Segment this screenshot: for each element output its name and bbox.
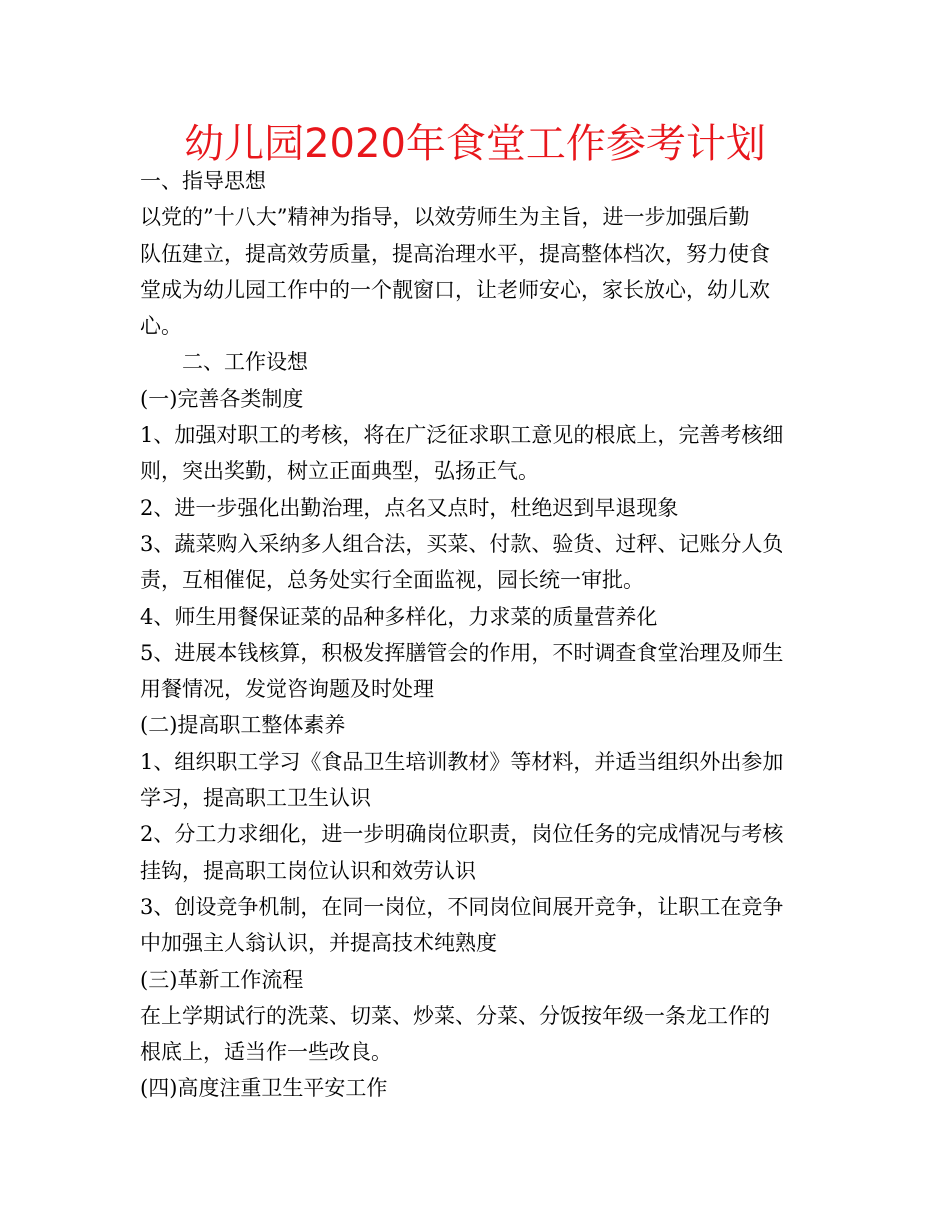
paragraph-line: 以党的”十八大”精神为指导，以效劳师生为主旨，进一步加强后勤 [140,205,750,230]
paragraph-line: 用餐情况，发觉咨询题及时处理 [140,677,434,702]
paragraph-line: 则，突出奖勤，树立正面典型，弘扬正气。 [140,459,539,484]
subsection-heading: (四)高度注重卫生平安工作 [140,1076,388,1101]
paragraph-line: 5、进展本钱核算，积极发挥膳管会的作用，不时调查食堂治理及师生 [140,640,784,665]
paragraph-line: 在上学期试行的洗菜、切菜、炒菜、分菜、分饭按年级一条龙工作的 [140,1003,770,1028]
paragraph-line: 2、进一步强化出勤治理，点名又点时，杜绝迟到早退现象 [140,495,679,520]
paragraph-line: 堂成为幼儿园工作中的一个靓窗口，让老师安心，家长放心，幼儿欢 [140,277,770,302]
paragraph-line: 3、创设竞争机制，在同一岗位，不同岗位间展开竞争，让职工在竞争 [140,894,784,919]
subsection-heading: (一)完善各类制度 [140,386,304,411]
document-body [140,163,820,1107]
paragraph-line: 责，互相催促，总务处实行全面监视，园长统一审批。 [140,568,644,593]
paragraph-line: 根底上，适当作一些改良。 [140,1040,392,1065]
paragraph-line: 4、师生用餐保证菜的品种多样化，力求菜的质量营养化 [140,604,658,629]
paragraph-line: 1、加强对职工的考核，将在广泛征求职工意见的根底上，完善考核细 [140,423,784,448]
paragraph-line: 心。 [140,314,182,339]
subsection-heading: (三)革新工作流程 [140,967,304,992]
paragraph-line: 队伍建立，提高效劳质量，提高治理水平，提高整体档次，努力使食 [140,241,770,266]
paragraph-line: 2、分工力求细化，进一步明确岗位职责，岗位任务的完成情况与考核 [140,822,784,847]
paragraph-line: 3、蔬菜购入采纳多人组合法，买菜、付款、验货、过秤、记账分人负 [140,531,784,556]
section-heading-work-plan: 二、工作设想 [182,350,308,375]
document-title: 幼儿园2020年食堂工作参考计划 [184,121,766,167]
section-heading-guiding-thought: 一、指导思想 [140,169,266,193]
paragraph-line: 挂钩，提高职工岗位认识和效劳认识 [140,858,476,883]
subsection-heading: (二)提高职工整体素养 [140,713,346,738]
paragraph-line: 1、组织职工学习《食品卫生培训教材》等材料，并适当组织外出参加 [140,749,784,774]
paragraph-line: 中加强主人翁认识，并提高技术纯熟度 [140,931,497,956]
paragraph-line: 学习，提高职工卫生认识 [140,786,371,811]
